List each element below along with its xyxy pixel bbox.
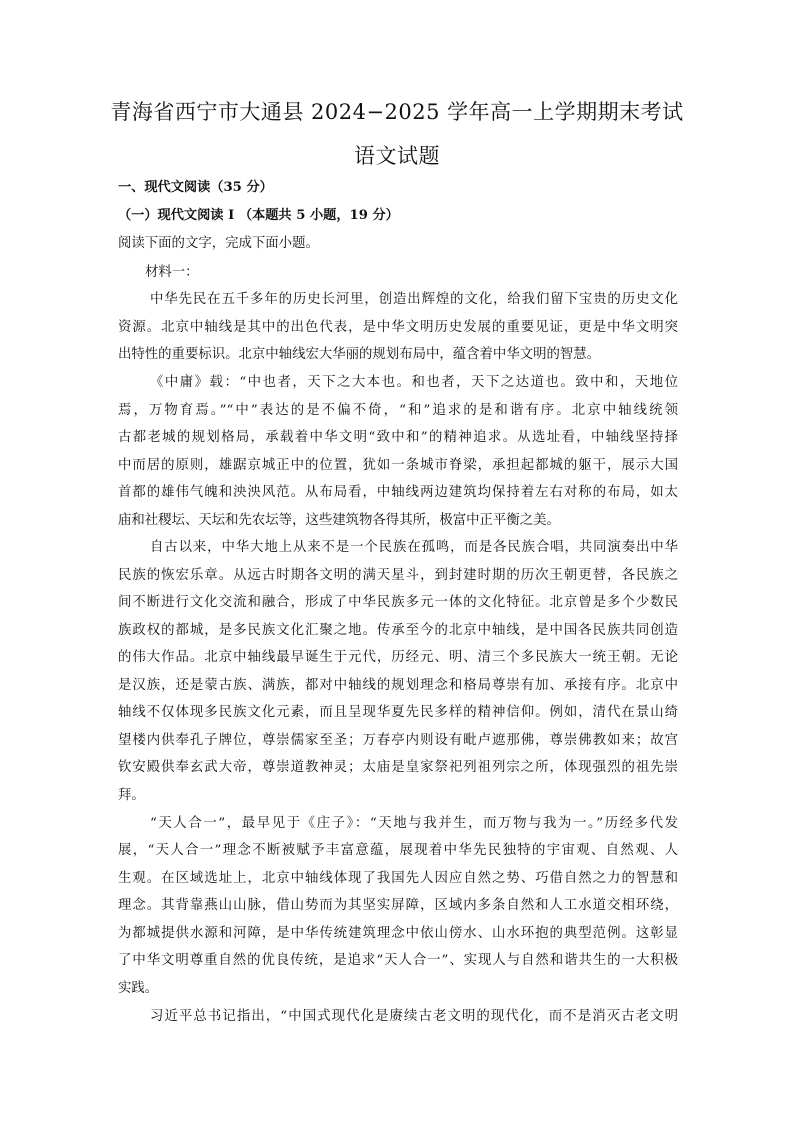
paragraph-line: “天人合一”，最早见于《庄子》：“天地与我并生，而万物与我为一。”历经多代发 [150, 816, 678, 831]
material-label: 材料一： [145, 265, 199, 280]
paragraph-line: 生观。在区域选址上，北京中轴线体现了我国先人因应自然之势、巧借自然之力的智慧和 [118, 871, 678, 886]
paragraph-line: 理念。其背靠燕山山脉，借山势而为其坚实屏障，区域内多条自然和人工水道交相环绕， [118, 898, 678, 913]
paragraph-line: 首都的雄伟气魄和泱泱风范。从布局看，中轴线两边建筑均保持着左右对称的布局，如太 [118, 485, 678, 500]
paragraph-line: 为都城提供水源和河障，是中华传统建筑理念中依山傍水、山水环抱的典型范例。这彰显 [118, 926, 678, 941]
paragraph-line: 中华先民在五千多年的历史长河里，创造出辉煌的文化，给我们留下宝贵的历史文化 [150, 292, 678, 307]
page-title: 青海省西宁市大通县 2024−2025 学年高一上学期期末考试 [110, 100, 684, 124]
page-subtitle: 语文试题 [354, 144, 440, 168]
section-heading-part1-1: （一）现代文阅读 I （本题共 5 小题，19 分） [118, 208, 399, 223]
paragraph-line: 了中华文明尊重自然的优良传统，是追求“天人合一”、实现人与自然和谐共生的一大积极 [118, 953, 678, 968]
paragraph-line: 《中庸》载：“中也者，天下之大本也。和也者，天下之达道也。致中和，天地位 [150, 375, 678, 390]
paragraph-line: 民族的恢宏乐章。从远古时期各文明的满天星斗，到封建时期的历次王朝更替，各民族之 [118, 568, 678, 583]
paragraph-line: 望楼内供奉孔子牌位，尊崇儒家至圣；万春亭内则设有毗卢遮那佛，尊崇佛教如来；故宫 [118, 733, 678, 748]
paragraph-line: 实践。 [118, 981, 159, 996]
section-heading-part1: 一、现代文阅读（35 分） [118, 180, 273, 195]
paragraph-line: 庙和社稷坛、天坛和先农坛等，这些建筑物各得其所，极富中正平衡之美。 [118, 513, 560, 528]
paragraph-line: 钦安殿供奉玄武大帝，尊崇道教神灵；太庙是皇家祭祀列祖列宗之所，体现强烈的祖先崇 [118, 760, 678, 775]
paragraph-line: 的伟大作品。北京中轴线最早诞生于元代，历经元、明、清三个多民族大一统王朝。无论 [118, 650, 678, 665]
paragraph-line: 古都老城的规划格局，承载着中华文明“致中和”的精神追求。从选址看，中轴线坚持择 [118, 430, 678, 445]
paragraph-line: 资源。北京中轴线是其中的出色代表，是中华文明历史发展的重要见证，更是中华文明突 [118, 320, 678, 335]
instruction-text: 阅读下面的文字，完成下面小题。 [118, 236, 319, 251]
paragraph-line: 族政权的都城，是多民族文化汇聚之地。传承至今的北京中轴线，是中国各民族共同创造 [118, 623, 678, 638]
paragraph-line: 轴线不仅体现多民族文化元素，而且呈现华夏先民多样的精神信仰。例如，清代在景山绮 [118, 705, 678, 720]
paragraph-line: 展，“天人合一”理念不断被赋予丰富意蕴，展现着中华先民独特的宇宙观、自然观、人 [118, 843, 678, 858]
paragraph-line: 焉，万物育焉。”“中”表达的是不偏不倚，“和”追求的是和谐有序。北京中轴线统领 [118, 403, 678, 418]
paragraph-line: 间不断进行文化交流和融合，形成了中华民族多元一体的文化特征。北京曾是多个少数民 [118, 595, 678, 610]
paragraph-line: 习近平总书记指出，“中国式现代化是赓续古老文明的现代化，而不是消灭古老文明 [150, 1009, 678, 1024]
paragraph-line: 拜。 [118, 788, 145, 803]
paragraph-line: 自古以来，中华大地上从来不是一个民族在孤鸣，而是各民族合唱，共同演奏出中华 [150, 540, 678, 555]
paragraph-line: 中而居的原则，雄踞京城正中的位置，犹如一条城市脊梁，承担起都城的躯干，展示大国 [118, 458, 678, 473]
paragraph-line: 出特性的重要标识。北京中轴线宏大华丽的规划布局中，蕴含着中华文明的智慧。 [118, 347, 601, 362]
paragraph-line: 是汉族，还是蒙古族、满族，都对中轴线的规划理念和格局尊崇有加、承接有序。北京中 [118, 678, 678, 693]
